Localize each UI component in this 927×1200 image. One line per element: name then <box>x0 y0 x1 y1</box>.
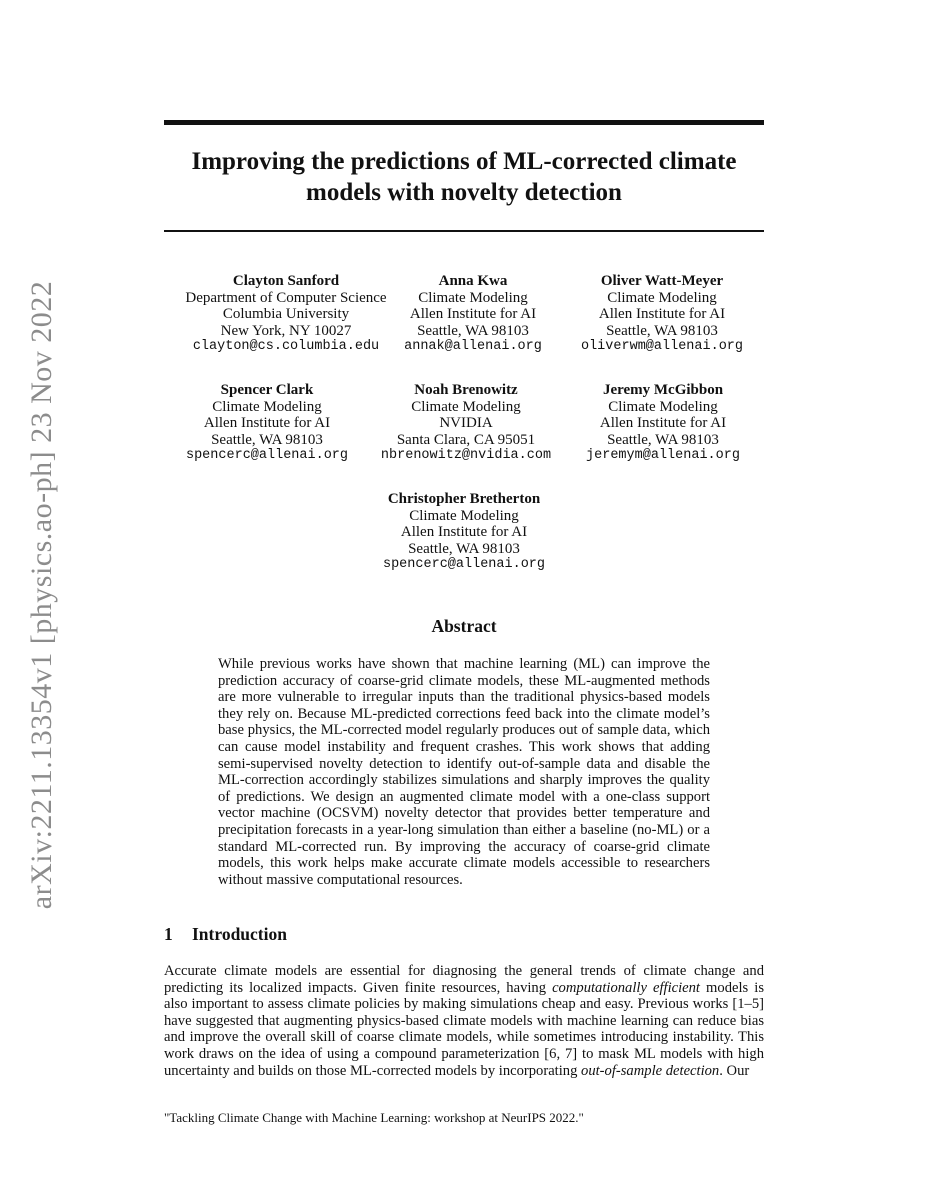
intro-text: . Our <box>719 1062 750 1079</box>
author-affiliation: Allen Institute for AI <box>599 415 727 431</box>
author-address: Santa Clara, CA 95051 <box>396 431 536 448</box>
section-title: Introduction <box>192 924 287 944</box>
author-affiliation: Climate Modeling <box>418 289 528 306</box>
author-block <box>371 382 561 465</box>
author-affiliation: Allen Institute for AI <box>400 524 528 540</box>
author-affiliation: Climate Modeling <box>409 507 519 524</box>
author-name: Clayton Sanford <box>232 273 340 289</box>
author-block <box>572 273 752 356</box>
footnote: "Tackling Climate Change with Machine Learning: workshop at NeurIPS 2022." <box>164 1110 584 1125</box>
author-name: Anna Kwa <box>438 273 508 289</box>
author-email[interactable]: annak@allenai.org <box>404 339 542 354</box>
author-address: New York, NY 10027 <box>220 322 352 339</box>
author-email[interactable]: spencerc@allenai.org <box>185 448 349 463</box>
author-address: Seattle, WA 98103 <box>408 540 520 557</box>
author-block <box>354 491 574 574</box>
author-affiliation: Department of Computer Science <box>185 289 387 306</box>
author-affiliation: Climate Modeling <box>607 289 717 306</box>
title-rule-bottom <box>164 230 764 232</box>
author-block <box>175 273 397 356</box>
abstract-text: While previous works have shown that machine learning (ML) can improve the prediction accuracy of coarse-grid climate models, these ML-augmented methods are more vulnerable to irregular inputs than the traditional physics-based models they rely on. Because ML-predicted corrections feed back into the climate model’s base physics, the ML-corrected model regularly produces out of sample data, which can cause model instability and frequent crashes. This work shows that adding semi-supervised novelty detection to identify out-of-sample data and disable the ML-correction accordingly stabilizes simulations and sharply improves the quality of predictions. We design an augmented climate model with a one-class support vector machine (OCSVM) novelty detector that provides better temperature and precipitation forecasts in a year-long simulation than either a baseline (no-ML) or a standard ML-corrected run. By improving the accuracy of coarse-grid climate models, this work helps make accurate climate models accessible to researchers without massive computational resources. <box>218 656 710 888</box>
author-email[interactable]: clayton@cs.columbia.edu <box>192 339 380 354</box>
author-name: Noah Brenowitz <box>414 382 518 398</box>
intro-text: Accurate climate models are essential for diagnosing the general trends of climate change and predicting its localized impacts. Given finite resources, having <box>164 963 764 996</box>
section-number: 1 <box>164 924 173 944</box>
author-affiliation: Allen Institute for AI <box>203 415 331 431</box>
abstract-heading: Abstract <box>431 616 497 636</box>
title-rule-top <box>164 120 764 125</box>
author-email[interactable]: oliverwm@allenai.org <box>580 339 744 354</box>
author-affiliation: Allen Institute for AI <box>409 306 537 322</box>
author-address: Seattle, WA 98103 <box>211 431 323 448</box>
author-address: Seattle, WA 98103 <box>607 431 719 448</box>
author-name: Oliver Watt-Meyer <box>600 273 724 289</box>
author-name: Christopher Bretherton <box>387 491 541 507</box>
author-affiliation: Climate Modeling <box>411 398 521 415</box>
author-address: Seattle, WA 98103 <box>417 322 529 339</box>
author-email[interactable]: spencerc@allenai.org <box>382 557 546 572</box>
title-line-1: Improving the predictions of ML-corrected climate <box>191 148 737 175</box>
paper-title <box>164 146 764 208</box>
intro-emphasis: out-of-sample detection <box>581 1062 720 1079</box>
author-affiliation: Climate Modeling <box>212 398 322 415</box>
intro-paragraph <box>164 963 764 1079</box>
title-line-2: models with novelty detection <box>306 179 622 206</box>
section-heading <box>164 924 287 944</box>
author-block <box>392 273 554 356</box>
author-affiliation: NVIDIA <box>439 415 493 431</box>
intro-text: models is also important to assess climate policies by making simulations cheap and easy. Previous works [1–5] have suggested that augmenting physics-based climate models with machine learning can reduce bias and improve the overall skill of coarse climate models, while sometimes introducing instability. This work draws on the idea of using a compound parameterization [6, 7] to mask ML models with high uncertainty and builds on those ML-corrected models by incorporating <box>164 979 764 1079</box>
author-affiliation: Columbia University <box>222 306 350 322</box>
author-affiliation: Allen Institute for AI <box>598 306 726 322</box>
author-address: Seattle, WA 98103 <box>606 322 718 339</box>
author-email[interactable]: nbrenowitz@nvidia.com <box>380 448 552 463</box>
intro-emphasis: computationally efficient <box>552 979 700 996</box>
author-email[interactable]: jeremym@allenai.org <box>586 448 740 463</box>
arxiv-watermark: arXiv:2211.13354v1 [physics.ao-ph] 23 Nov 2022 <box>25 280 58 910</box>
author-affiliation: Climate Modeling <box>608 398 718 415</box>
author-name: Jeremy McGibbon <box>602 382 724 398</box>
author-name: Spencer Clark <box>220 382 314 398</box>
author-block <box>176 382 358 465</box>
author-block <box>578 382 748 465</box>
